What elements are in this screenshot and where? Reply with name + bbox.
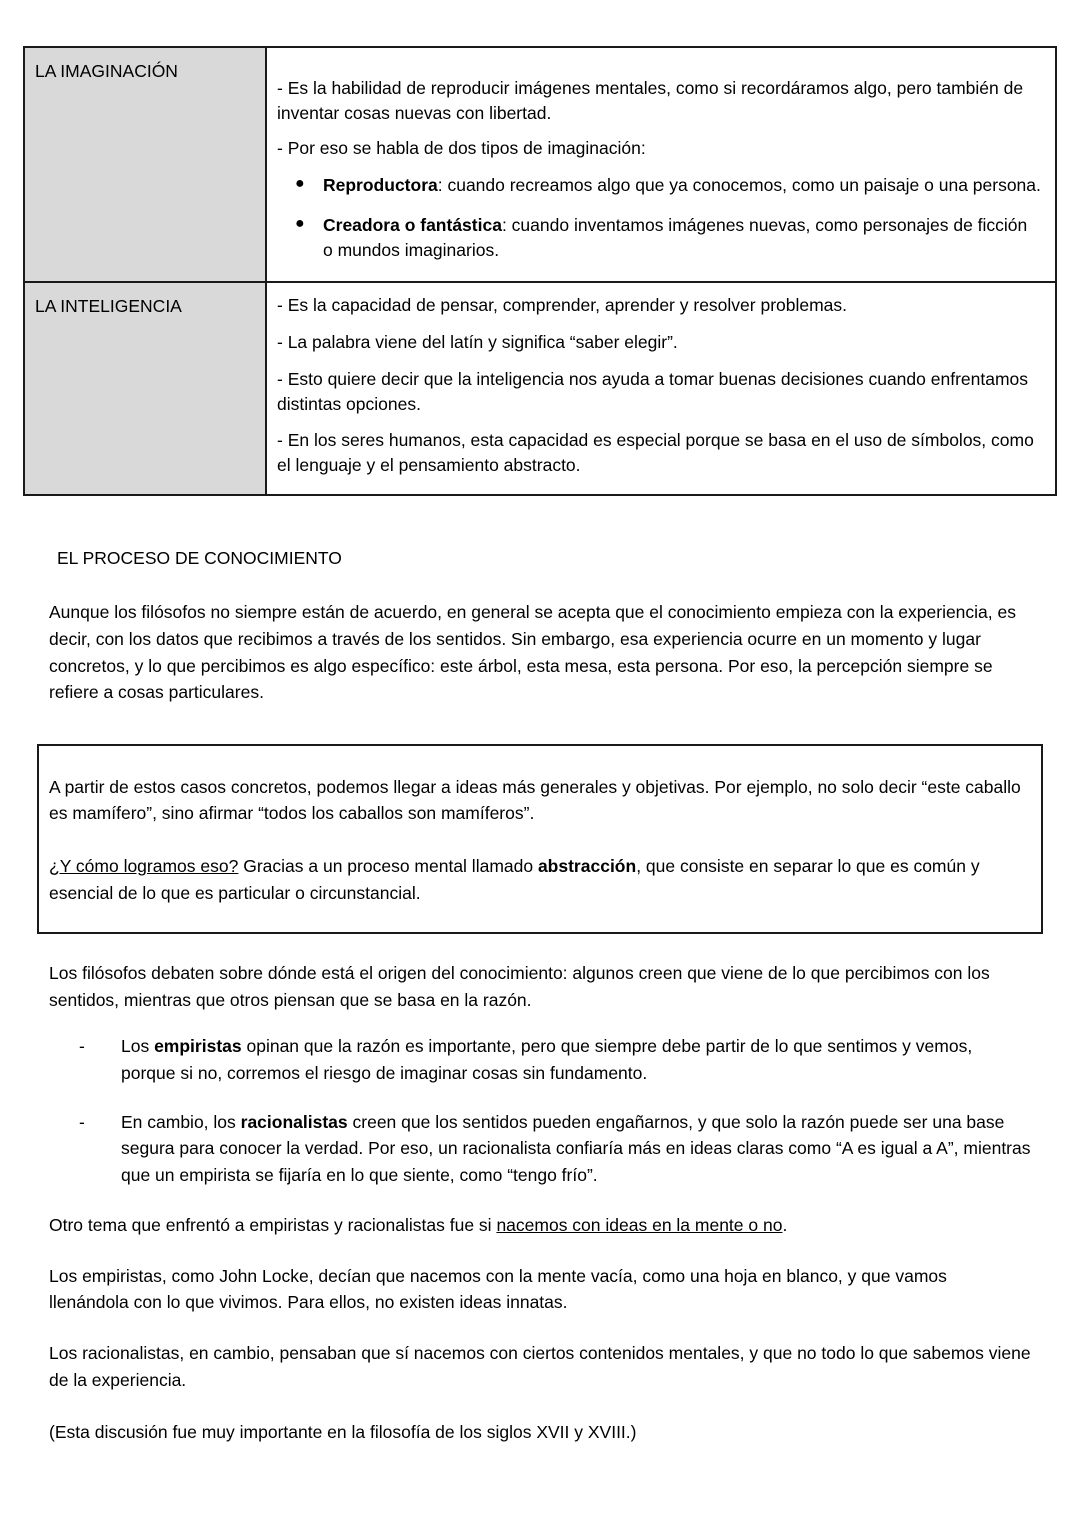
- list-item-text: : cuando recreamos algo que ya conocemos, como un paisaje o una persona.: [437, 174, 1041, 195]
- description-paragraph: - La palabra viene del latín y significa “saber elegir”.: [277, 331, 678, 352]
- bullet-dot-icon: ●: [295, 215, 305, 233]
- closing-note: (Esta discusión fue muy importante en la filosofía de los siglos XVII y XVIII.): [49, 1422, 637, 1443]
- list-item-pre: En cambio, los: [121, 1111, 241, 1132]
- list-item-lead: Reproductora: [323, 174, 438, 195]
- imagination-types-list: [277, 173, 1041, 264]
- table-row: [24, 282, 1056, 495]
- list-item-pre: Los: [121, 1036, 155, 1057]
- callout-paragraph-1: A partir de estos casos concretos, podemos llegar a ideas más generales y objetivas. Por ejemplo, no solo decir “este caballo es mamífero”, sino afirmar “todos los caballos son mamíferos”.: [49, 776, 1021, 824]
- list-item-bold: racionalistas: [240, 1111, 348, 1132]
- description-paragraph: - Por eso se habla de dos tipos de imaginación:: [277, 137, 646, 158]
- list-item: [79, 1109, 1031, 1189]
- intro-paragraph: Aunque los filósofos no siempre están de acuerdo, en general se acepta que el conocimiento empieza con la experiencia, es decir, con los datos que recibimos a través de los sentidos. Sin embargo, esa experiencia ocurre en un momento y lugar concretos, y lo que percibimos es algo específico: este árbol, esta mesa, esta persona. Por eso, la percepción siempre se refiere a cosas particulares.: [49, 602, 1016, 703]
- term-label: LA INTELIGENCIA: [35, 296, 182, 317]
- table-row: [24, 47, 1056, 282]
- callout-text-end: , que consiste en separar lo que es común y esencial de lo que es particular o circunstancial.: [49, 855, 980, 903]
- otro-tema-underlined: nacemos con ideas en la mente o no: [496, 1215, 783, 1236]
- list-item: [295, 213, 1041, 263]
- concepts-table: [23, 46, 1057, 496]
- callout-text-mid: Gracias a un proceso mental llamado: [238, 855, 538, 876]
- dash-marker-icon: -: [79, 1036, 85, 1057]
- abstraction-callout-box: [37, 744, 1043, 934]
- callout-underlined-question: ¿Y cómo logramos eso?: [49, 855, 239, 876]
- table-cell-description: [266, 47, 1056, 282]
- otro-tema-post: .: [782, 1215, 788, 1236]
- locke-paragraph: Los empiristas, como John Locke, decían que nacemos con la mente vacía, como una hoja en blanco, y que vamos llenándola con lo que vivimos. Para ellos, no existen ideas innatas.: [49, 1265, 947, 1313]
- list-item-lead: Creadora o fantástica: [323, 215, 502, 236]
- table-cell-term: [24, 47, 266, 282]
- debate-intro-paragraph: Los filósofos debaten sobre dónde está el origen del conocimiento: algunos creen que viene de lo que percibimos con los sentidos, mientras que otros piensan que se basa en la razón.: [49, 963, 990, 1010]
- list-item: [79, 1033, 1031, 1086]
- list-item-bold: empiristas: [154, 1036, 242, 1057]
- racionalistas-paragraph: Los racionalistas, en cambio, pensaban que sí nacemos con ciertos contenidos mentales, y que no todo lo que sabemos viene de la experiencia.: [49, 1343, 1031, 1390]
- description-paragraph: - Esto quiere decir que la inteligencia nos ayuda a tomar buenas decisiones cuando enfrentamos distintas opciones.: [277, 368, 1029, 414]
- list-item-post: creen que los sentidos pueden engañarnos, y que solo la razón puede ser una base segura para conocer la verdad. Por eso, un racionalista confiaría más en ideas claras como “A es igual a A”, mientras que un empirista se fijaría en lo que siente, como “tengo frío”.: [121, 1111, 1031, 1185]
- list-item: [295, 173, 1041, 198]
- section-heading: EL PROCESO DE CONOCIMIENTO: [57, 548, 342, 568]
- description-paragraph: - Es la capacidad de pensar, comprender, aprender y resolver problemas.: [277, 295, 848, 316]
- list-item-post: opinan que la razón es importante, pero que siempre debe partir de lo que sentimos y vemos, porque si no, corremos el riesgo de imaginar cosas sin fundamento.: [121, 1036, 973, 1083]
- table-cell-term: [24, 282, 266, 495]
- bullet-dot-icon: ●: [295, 174, 305, 192]
- dash-marker-icon: -: [79, 1111, 85, 1132]
- term-label: LA IMAGINACIÓN: [35, 61, 178, 81]
- main-content: [0, 530, 1080, 1446]
- otro-tema-pre: Otro tema que enfrentó a empiristas y racionalistas fue si: [49, 1215, 497, 1236]
- callout-bold-term: abstracción: [537, 855, 637, 876]
- list-item-text: : cuando inventamos imágenes nuevas, como personajes de ficción o mundos imaginarios.: [323, 215, 1028, 261]
- otro-tema-paragraph: [49, 1212, 1031, 1239]
- description-paragraph: - En los seres humanos, esta capacidad es especial porque se basa en el uso de símbolos, como el lenguaje y el pensamiento abstracto.: [277, 430, 1034, 476]
- callout-paragraph-2: [49, 853, 1023, 906]
- empiristas-racionalistas-list: [49, 1033, 1031, 1188]
- table-cell-description: [266, 282, 1056, 495]
- description-paragraph: - Es la habilidad de reproducir imágenes mentales, como si recordáramos algo, pero también de inventar cosas nuevas con libertad.: [277, 78, 1024, 123]
